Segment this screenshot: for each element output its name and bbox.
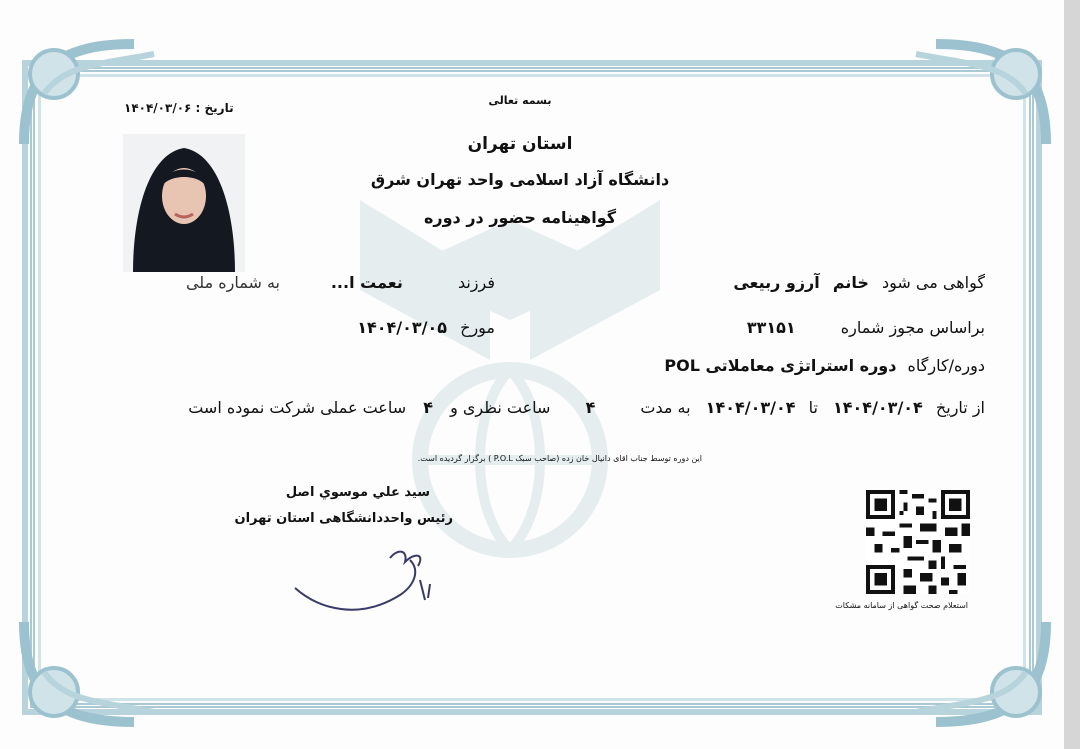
course-note: این دوره توسط جناب اقای دانیال خان زده (صاحب سبک P.O.L ) برگزار گردیده است. (417, 454, 702, 463)
child-of-label: فرزند (457, 273, 495, 292)
line-license (747, 318, 985, 337)
practice-hours: ۴ (423, 398, 433, 417)
qr-caption: استعلام صحت گواهی از سامانه مشکات (835, 601, 968, 610)
theory-hours: ۴ (585, 398, 596, 417)
recipient-photo (123, 134, 245, 272)
national-id-label: به شماره ملی (185, 273, 280, 292)
handwritten-signature (290, 540, 450, 620)
course-label: دوره/کارگاه (907, 356, 985, 375)
to-date: ۱۴۰۴/۰۳/۰۴ (705, 398, 796, 417)
theory-hours-label: ساعت نظری و (450, 398, 551, 417)
license-label: براساس مجوز شماره (840, 318, 985, 337)
duration-label: به مدت (640, 398, 691, 417)
signatory-name: سید علي موسوي اصل (285, 485, 430, 500)
province-title: استان تهران (467, 134, 573, 154)
from-date-label: از تاریخ (935, 398, 985, 417)
ornament-corner-bottom-left (14, 612, 164, 732)
verification-qr-code (866, 490, 970, 594)
issue-date-value: ۱۴۰۴/۰۳/۰۶ (124, 101, 192, 115)
issue-date-label: تاریخ : (195, 101, 234, 115)
dated-value: ۱۴۰۴/۰۳/۰۵ (357, 318, 448, 337)
line-certify (733, 273, 985, 292)
university-name: دانشگاه آزاد اسلامی واحد تهران شرق (370, 170, 670, 189)
line-father (331, 273, 495, 292)
certificate-title: گواهینامه حضور در دوره (423, 208, 617, 227)
recipient-name: آرزو ربیعی (733, 273, 820, 292)
line-dated (357, 318, 495, 337)
course-name: دوره استراتژی معاملاتی POL (664, 356, 897, 375)
invocation-text: بسمه تعالی (488, 94, 552, 107)
portrait-image (123, 134, 245, 272)
ornament-corner-top-right (906, 34, 1056, 154)
signatory-position: رئیس واحددانشگاهی استان تهران (234, 511, 453, 526)
issue-date (124, 101, 234, 115)
dated-label: مورخ (460, 318, 495, 337)
screen-edge-strip (1064, 0, 1080, 749)
line-course (664, 356, 985, 375)
certify-label: گواهی می شود (882, 273, 985, 292)
ornament-corner-bottom-right (906, 612, 1056, 732)
father-name: نعمت ا... (330, 273, 403, 292)
license-number: ۳۳۱۵۱ (746, 318, 796, 337)
line-duration (188, 398, 985, 417)
from-date: ۱۴۰۴/۰۳/۰۴ (833, 398, 923, 417)
to-date-label: تا (808, 398, 818, 417)
recipient-title: خانم (832, 273, 869, 292)
practice-hours-label: ساعت عملی شرکت نموده است (188, 398, 407, 417)
